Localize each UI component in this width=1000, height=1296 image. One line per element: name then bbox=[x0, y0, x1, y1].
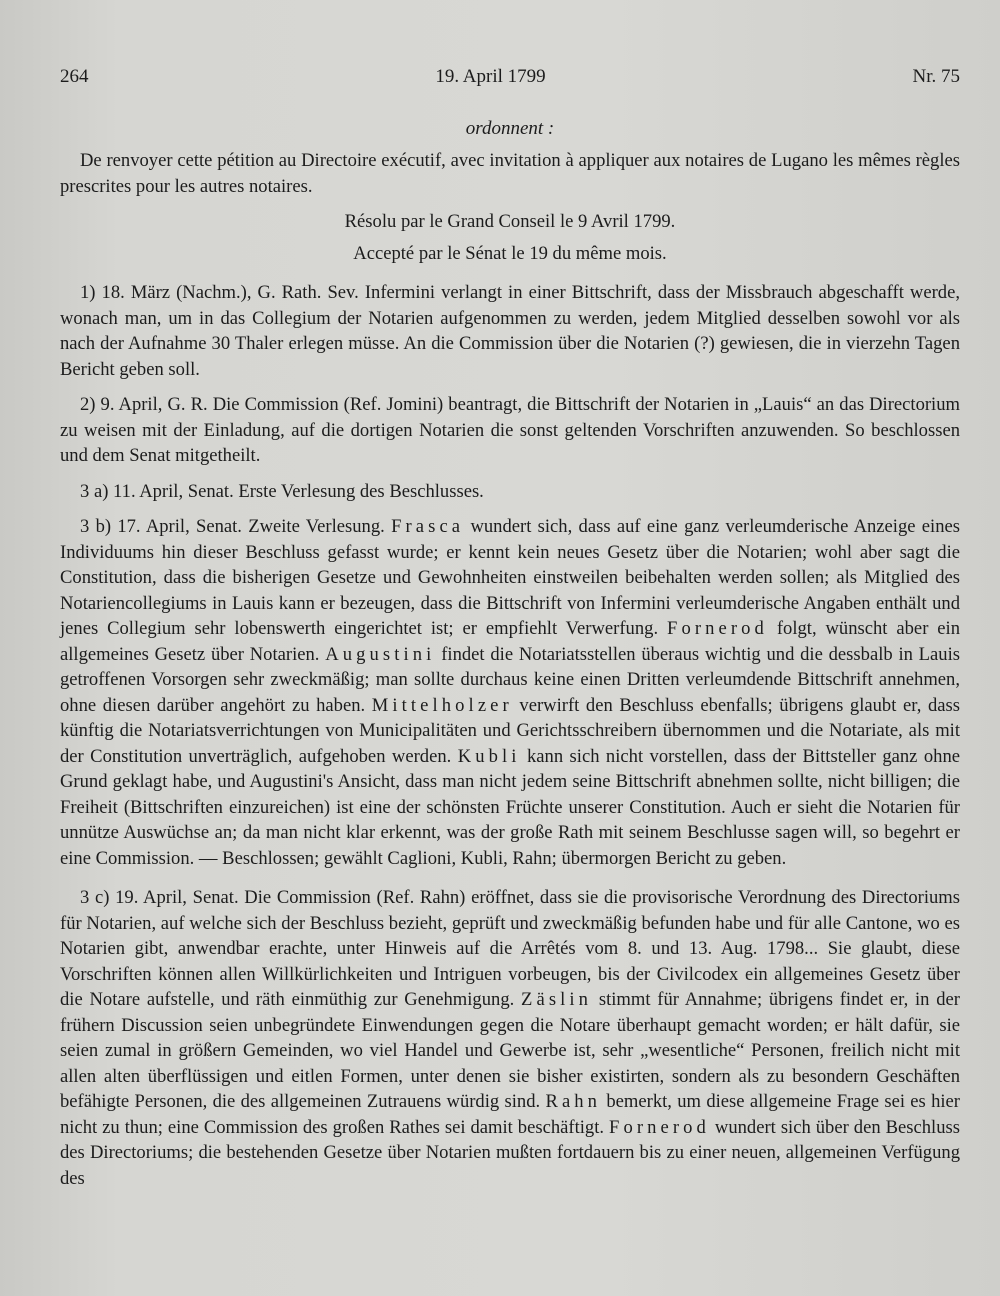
p3b-text-3: folgt, wünscht aber ein allgemeines Gesetz über Notarien. bbox=[60, 618, 961, 665]
p3b-text-5: verwirft den Beschluss ebenfalls; übrigens glaubt er, dass künftig die Notariatsverrichtungen von Municipalitäten und Gerichtsschreibern übernommen und die Notariate, als mit der Constitution unverträglich, aufgehoben werden. bbox=[60, 694, 960, 767]
accepte-line: Accepté par le Sénat le 19 du même mois. bbox=[353, 242, 667, 264]
paragraph-3a: 3 a) 11. April, Senat. Erste Verlesung des Beschlusses. bbox=[80, 480, 484, 502]
p3b-text-1: 3 b) 17. April, Senat. Zweite Verlesung. bbox=[80, 516, 392, 537]
resolu-line: Résolu par le Grand Conseil le 9 Avril 1799. bbox=[344, 211, 676, 232]
p3c-text-1: 3 c) 19. April, Senat. Die Commission (Ref. Rahn) eröffnet, dass sie die provisorische Verordnung des Directoriums für Notarien, auf welche sich der Beschluss bezieht, geprüft und zweckmäßig befunden habe und für alle Cantone, wo es Notarien gibt, anwendbar erachte, unter Hinweis auf die Arrêtés vom 8. und 13. Aug. 1798... Sie glaubt, diese Vorschriften können allen Willkürlichkeiten und Intriguen vorbeugen, bis der Civilcodex ein allgemeines Gesetz über die Notare aufstelle, und räth einmüthig zur Genehmigung. bbox=[60, 887, 960, 1010]
p3c-text-3: bemerkt, um diese allgemeine Frage sei es hier nicht zu thun; eine Commission des großen Rathes sei damit beschäftigt. bbox=[60, 1091, 960, 1138]
speaker-rahn: Rahn bbox=[545, 1091, 602, 1112]
speaker-zaeslin: Zäslin bbox=[521, 989, 593, 1010]
p3b-text-6: kann sich nicht vorstellen, dass der Bittsteller ganz ohne Grund geklagt habe, und Augustini's Ansicht, dass man nicht jedem seine Bittschrift abnehmen sollte, nicht billigen; die Freiheit (Bittschriften einzureichen) ist eine der schönsten Früchte unserer Constitution. Auch er sieht die Notarien für unnütze Auswüchse an; da man nicht klar erkennt, was der große Rath mit seinem Beschlusse sagen will, so begehrt er eine Commission. — Beschlossen; gewählt Caglioni, Kubli, Rahn; übermorgen Bericht zu geben. bbox=[60, 745, 960, 869]
document-number: Nr. 75 bbox=[912, 66, 960, 87]
speaker-augustini: Augustini bbox=[325, 643, 436, 665]
speaker-frasca: Frasca bbox=[391, 516, 465, 537]
p3c-text-4: wundert sich über den Beschluss des Directoriums; die bestehenden Gesetze über Notarien mußten fortdauern bis zu einer neuen, allgemeinen Verfügung des bbox=[60, 1116, 960, 1189]
p3c-text-2: stimmt für Annahme; übrigens findet er, in der frühern Discussion seien unbegründete Einwendungen gegen die Notare überhaupt gemacht worden; er hält dafür, sie seien zumal in größern Gemeinden, wo viel Handel und Gewerbe ist, sehr „wesentliche“ Personen, freilich nicht mit allen alten überflüssigen und eitlen Formen, unter denen sie bisher existirten, sondern als zu besondern Geschäften befähigte Personen, die des allgemeinen Zutrauens würdig sind. bbox=[60, 989, 960, 1112]
paragraph-3c bbox=[60, 885, 960, 1191]
ordonnent-heading: ordonnent : bbox=[465, 118, 555, 139]
header-date: 19. April 1799 bbox=[435, 66, 546, 87]
speaker-fornerod-2: Fornerod bbox=[609, 1116, 710, 1138]
page-header bbox=[60, 66, 960, 100]
decree-text: De renvoyer cette pétition au Directoire exécutif, avec invitation à appliquer aux notaires de Lugano les mêmes règles prescrites pour les autres notaires. bbox=[60, 150, 960, 197]
paragraph-2: 2) 9. April, G. R. Die Commission (Ref. Jomini) beantragt, die Bittschrift der Notarien in „Lauis“ an das Directorium zu weisen mit der Einladung, auf die dortigen Notarien die sonst geltenden Vorschriften anzuwenden. So beschlossen und dem Senat mitgetheilt. bbox=[60, 394, 960, 466]
p3b-text-4: findet die Notariatsstellen überaus wichtig und die dessbalb in Lauis getroffenen Vorsorgen sehr zweckmäßig; man sollte durchaus keine einen Dritten verleumdende Bittschrift annehmen, ohne diesen darüber angehört zu haben. bbox=[60, 643, 960, 716]
paragraph-1: 1) 18. März (Nachm.), G. Rath. Sev. Infermini verlangt in einer Bittschrift, dass der Missbrauch abgeschafft werde, wonach man, um in das Collegium der Notarien aufgenommen zu werden, jedem Mitglied desselben sowohl vor als nach der Aufnahme 30 Thaler erlegen müsse. An die Commission über die Notarien (?) gewiesen, die in vierzehn Tagen Bericht geben soll. bbox=[60, 282, 960, 380]
speaker-mittelholzer: Mittelholzer bbox=[371, 694, 513, 716]
speaker-fornerod: Fornerod bbox=[667, 618, 768, 639]
speaker-kubli: Kubli bbox=[457, 745, 521, 767]
p3b-text-2: wundert sich, dass auf eine ganz verleumderische Anzeige eines Individuums hin dieser Beschluss gefasst wurde; er kennt kein neues Gesetz über die Notarien; wohl aber sagt die Constitution, dass die bisherigen Gesetze und Gewohnheiten einstweilen beibehalten werden sollen; als Mitglied des Notariencollegiums in Lauis kann er bezeugen, dass die Bittschrift von Infermini verleumderische Angaben enthält und jenes Collegium sehr lobenswerth eingerichtet ist; er empfiehlt Verwerfung. bbox=[60, 516, 960, 639]
page-number: 264 bbox=[60, 66, 89, 87]
paragraph-3b bbox=[60, 514, 960, 871]
